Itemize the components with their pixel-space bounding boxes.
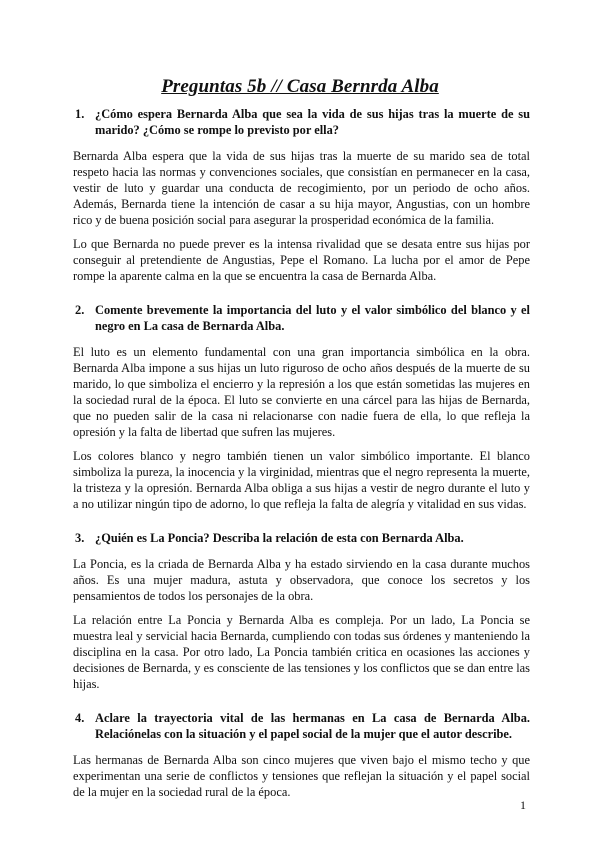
- question-number: 4.: [75, 711, 85, 725]
- question-2: [73, 302, 530, 334]
- answer-paragraph: Bernarda Alba espera que la vida de sus hijas tras la muerte de su marido sea de total respeto hacia las normas y convenciones sociales, que consistían en permanecer en la casa, vestir de luto y guardar una conducta de recogimiento, por un periodo de ocho años. Además, Bernarda tiene la intención de casar a su hija mayor, Angustias, con un hombre rico y de buena posición social para asegurar la prosperidad económica de la familia.: [73, 149, 530, 227]
- question-text: ¿Cómo espera Bernarda Alba que sea la vida de sus hijas tras la muerte de su marido? ¿Cómo se rompe lo previsto por ella?: [95, 107, 530, 137]
- question-text: Comente brevemente la importancia del luto y el valor simbólico del blanco y el negro en La casa de Bernarda Alba.: [95, 303, 530, 333]
- page-number: 1: [520, 798, 526, 812]
- question-number: 3.: [75, 531, 85, 545]
- answer-paragraph: El luto es un elemento fundamental con una gran importancia simbólica en la obra. Bernarda Alba impone a sus hijas un luto riguroso de ocho años después de la muerte de su marido, lo que simboliza el encierro y la represión a los que están sometidas las mujeres en la sociedad rural de la época. El luto se convierte en una cárcel para las hijas de Bernarda, que no pueden salir de la casa ni relacionarse con nadie fuera de ella, lo que refleja la opresión y la falta de libertad que sufren las mujeres.: [73, 345, 530, 439]
- answer-paragraph: Las hermanas de Bernarda Alba son cinco mujeres que viven bajo el mismo techo y que experimentan una serie de conflictos y tensiones que reflejan la situación y el papel social de la mujer en la sociedad rural de la época.: [73, 753, 530, 799]
- answer-paragraph: La relación entre La Poncia y Bernarda Alba es compleja. Por un lado, La Poncia se muestra leal y servicial hacia Bernarda, cumpliendo con todas sus órdenes y manteniendo la disciplina en la casa. Por otro lado, La Poncia también critica en ocasiones las acciones y decisiones de Bernarda, y es consciente de las tensiones y los conflictos que se dan entre las hijas.: [73, 613, 530, 691]
- question-4: [73, 710, 530, 742]
- question-number: 2.: [75, 303, 85, 317]
- answer-paragraph: Los colores blanco y negro también tienen un valor simbólico importante. El blanco simboliza la pureza, la inocencia y la virginidad, mientras que el negro representa la muerte, la tristeza y la opresión. Bernarda Alba obliga a sus hijas a vestir de negro durante el luto y a no utilizar ningún tipo de adorno, lo que refleja la falta de alegría y vitalidad en sus vidas.: [73, 449, 531, 511]
- question-3: [73, 530, 530, 546]
- answer-paragraph: La Poncia, es la criada de Bernarda Alba y ha estado sirviendo en la casa durante muchos años. Es una mujer madura, astuta y observadora, que conoce los secretos y los pensamientos de todos los personajes de la obra.: [73, 557, 530, 603]
- page-title: Preguntas 5b // Casa Bernrda Alba: [161, 76, 439, 97]
- document-body: [73, 106, 530, 808]
- answer-paragraph: Lo que Bernarda no puede prever es la intensa rivalidad que se desata entre sus hijas por conseguir al pretendiente de Angustias, Pepe el Romano. La lucha por el amor de Pepe rompe la aparente calma en la que se encuentra la casa de Bernarda Alba.: [73, 237, 530, 283]
- question-number: 1.: [75, 107, 85, 121]
- question-text: Aclare la trayectoria vital de las hermanas en La casa de Bernarda Alba. Relaciónelas con la situación y el papel social de la mujer que el autor describe.: [95, 711, 530, 741]
- question-1: [73, 106, 530, 138]
- question-text: ¿Quién es La Poncia? Describa la relación de esta con Bernarda Alba.: [95, 531, 464, 545]
